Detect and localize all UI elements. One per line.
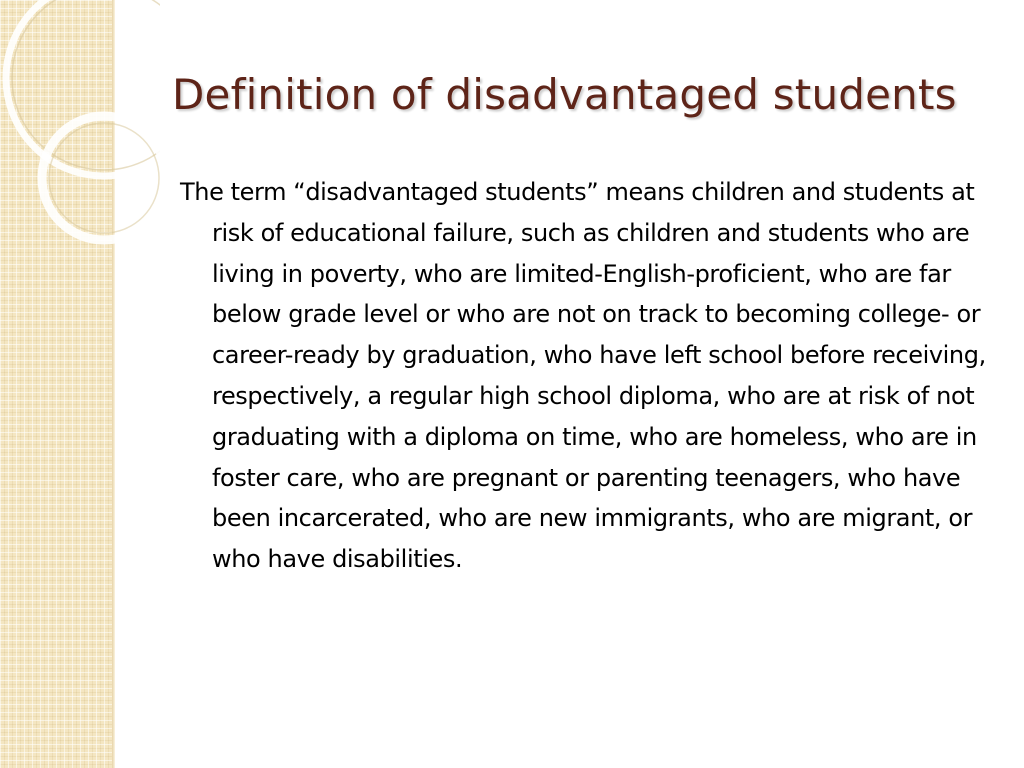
definition-paragraph: The term “disadvantaged students” means children and students at risk of educational failure, such as children and students who are living in poverty, who are limited-English-proficient, who are far below grade level or who are not on track to becoming college- or career-ready by graduation, who have left school before receiving, respectively, a regular high school diploma, who are at risk of not graduating with a diploma on time, who are homeless, who are in foster care, who are pregnant or parenting teenagers, who have been incarcerated, who are new immigrants, who are migrant, or who have disabilities. xyxy=(180,178,986,574)
decorative-rings xyxy=(0,0,160,260)
decorative-ring-upper xyxy=(6,0,160,176)
slide-title: Definition of disadvantaged students xyxy=(172,70,957,119)
